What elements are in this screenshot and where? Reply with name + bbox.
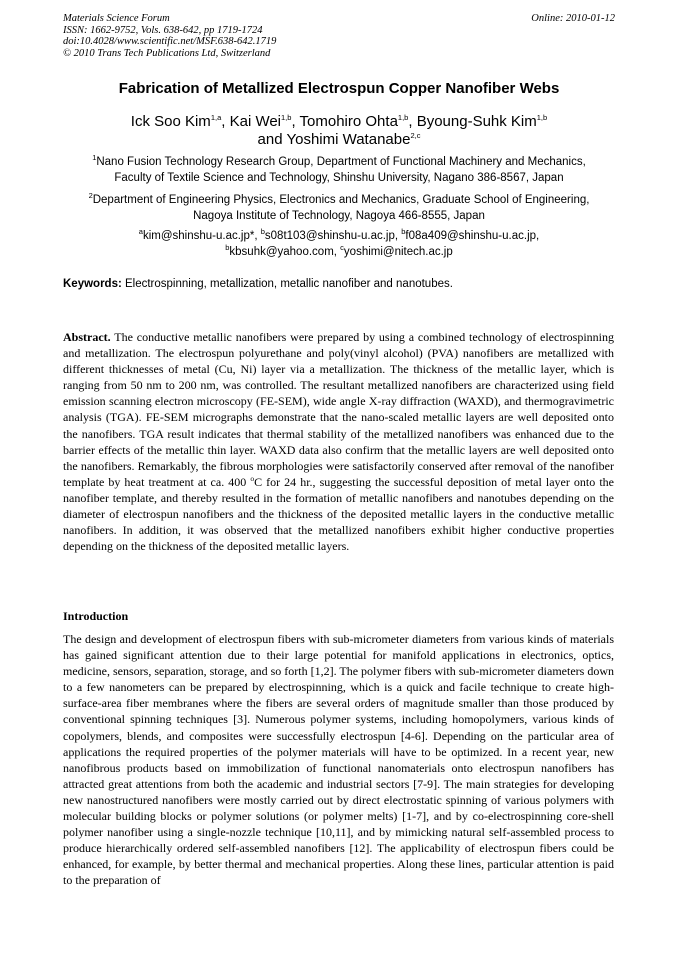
doi-line: doi:10.4028/www.scientific.net/MSF.638-642.1719 [63,36,277,47]
author-sup: 1,b [536,113,548,122]
email-link[interactable]: kim@shinshu-u.ac.jp*, [142,230,261,242]
issn-line: ISSN: 1662-9752, Vols. 638-642, pp 1719-1724 [63,24,263,36]
author-line-1: Ick Soo Kim$^{1,a}$, Kai Wei$^{1,b}$, Tomohiro Ohta$^{1,b}$, Byoung-Suhk Kim$^{1,b}$ [130,113,548,130]
author-name: Kai Wei [229,113,282,130]
author-name: Tomohiro Ohta [299,113,398,130]
author-sup: 1,a [210,113,222,122]
online-date: Online: 2010-01-12 [531,13,615,24]
keywords-label: Keywords: [63,278,122,290]
author-name: Ick Soo Kim [130,113,211,130]
keywords [63,278,615,290]
author-sup: 1,b [281,113,292,122]
author-name: Byoung-Suhk Kim [416,113,537,130]
section-heading-introduction: Introduction [63,609,129,623]
email-link[interactable]: kbsuhk@yahoo.com, [229,246,341,258]
journal-name: Materials Science Forum [63,13,170,24]
author-line-2 [0,131,678,149]
author-name: and Yoshimi Watanabe [257,131,411,148]
abstract-label: Abstract. [63,330,111,344]
journal-header [63,13,615,59]
author-emails: $^a$kim@shinshu-u.ac.jp*, $^b$s08t103@shinshu-u.ac.jp, $^b$f08a409@shinshu-u.ac.jp, $^b$kbsuhk@yahoo.com, $^c$yoshimi@nitech.ac.jp [138,227,540,258]
abstract: Abstract. The conductive metallic nanofibers were prepared by using a combined technology of electrospinning and metallization. The electrospun polyurethane and poly(vinyl alcohol) (PVA) nanofibers are metallized with different thicknesses of metal (Cu, Ni) layer via a metallization. The thickness of the metallic layer, which is ranging from 50 nm to 200 nm, was controlled. The resultant metallized nanofibers are characterized using field emission scanning electron microscopy (FE-SEM), wide angle X-ray diffraction (WAXD), and thermogravimetric analysis (TGA). FE-SEM micrographs demonstrate that the nano-scaled metallic layers are well deposited onto the nanofibers. TGA result indicates that thermal stability of the metallized nanofibers was enhanced due to the barrier effects of the metallic thin layer. WAXD data also confirm that the metallic layers are well deposited onto the nanofibers. Remarkably, the fibrous morphologies were satisfactorily conserved after removal of the nanofiber template by heat treatment at ca. 400 $^o$C for 24 hr., suggesting the successful deposition of metal layer onto the nanofiber template, and thereby resulted in the formation of metallic nanofibers and nanotubes depending on the diameter of electrospun nanofibers and the thickness of the deposited metallic layers in the conductive metallic nanofibers. In addition, it was observed that the metallized nanofibers exhibit higher conductive properties depending on the thickness of the deposited metallic layers. [63,330,614,554]
email-link[interactable]: yoshimi@nitech.ac.jp [343,246,453,258]
author-sup: 2,c [410,131,421,140]
email-link[interactable]: f08a409@shinshu-u.ac.jp, [405,230,540,242]
author-sup: 1,b [397,113,409,122]
email-link[interactable]: s08t103@shinshu-u.ac.jp, [264,230,402,242]
affiliation-2: $^2$Department of Engineering Physics, Electronics and Mechanics, Graduate School of Engineering, Nagoya Institute of Technology, Nagoya 466-8555, Japan [88,191,590,222]
author-list [0,113,678,149]
paper-title: Fabrication of Metallized Electrospun Copper Nanofiber Webs [118,80,560,97]
keywords-text: Electrospinning, metallization, metallic nanofiber and nanotubes. [121,278,453,290]
introduction-text: The design and development of electrospun fibers with sub-micrometer diameters from various kinds of materials has gained significant attention due to their large potential for manifold applications in electronics, optics, medicine, sensors, separation, storage, and so forth [1,2]. The polymer fibers with sub-micrometer diameters down to a few nanometers can be prepared by electrospinning, which is a quick and facile technique to create high-surface-area fiber membranes where the fibers are several orders of magnitude smaller than those produced by conventional spinning techniques [3]. Numerous polymer systems, including homopolymers, various kinds of copolymers, blends, and composites were successfully electrospun [4-6]. Depending on the particular area of applications the required properties of the polymer materials will have to be optimized. In a recent year, new nanofibrous products based on immobilization of functional nanomaterials onto electrospun nanofibers has attracted great attentions from both the academic and industrial sectors [7-9]. The main strategies for developing new nanostructured nanofibers were mostly carried out by direct electrostatic spinning of various polymers with molecular building blocks or polymer solutions (or polymer melts) [1-7], and by co-electrospinning core-shell polymer nanofiber using a single-nozzle technique [10,11], and by mimicking natural self-assembled process to produce hierarchically ordered self-assembled nanofibers [12]. The applicability of electrospun fibers could be enhanced, for example, by better thermal and mechanical properties. Along these lines, particular attention is paid to the preparation of [63,632,614,888]
affiliation-1: $^1$Nano Fusion Technology Research Group, Department of Functional Machinery and Mechanics, Faculty of Textile Science and Technology, Shinshu University, Nagano 386-8567, Japan [92,153,586,184]
copyright-line: © 2010 Trans Tech Publications Ltd, Switzerland [63,47,271,59]
